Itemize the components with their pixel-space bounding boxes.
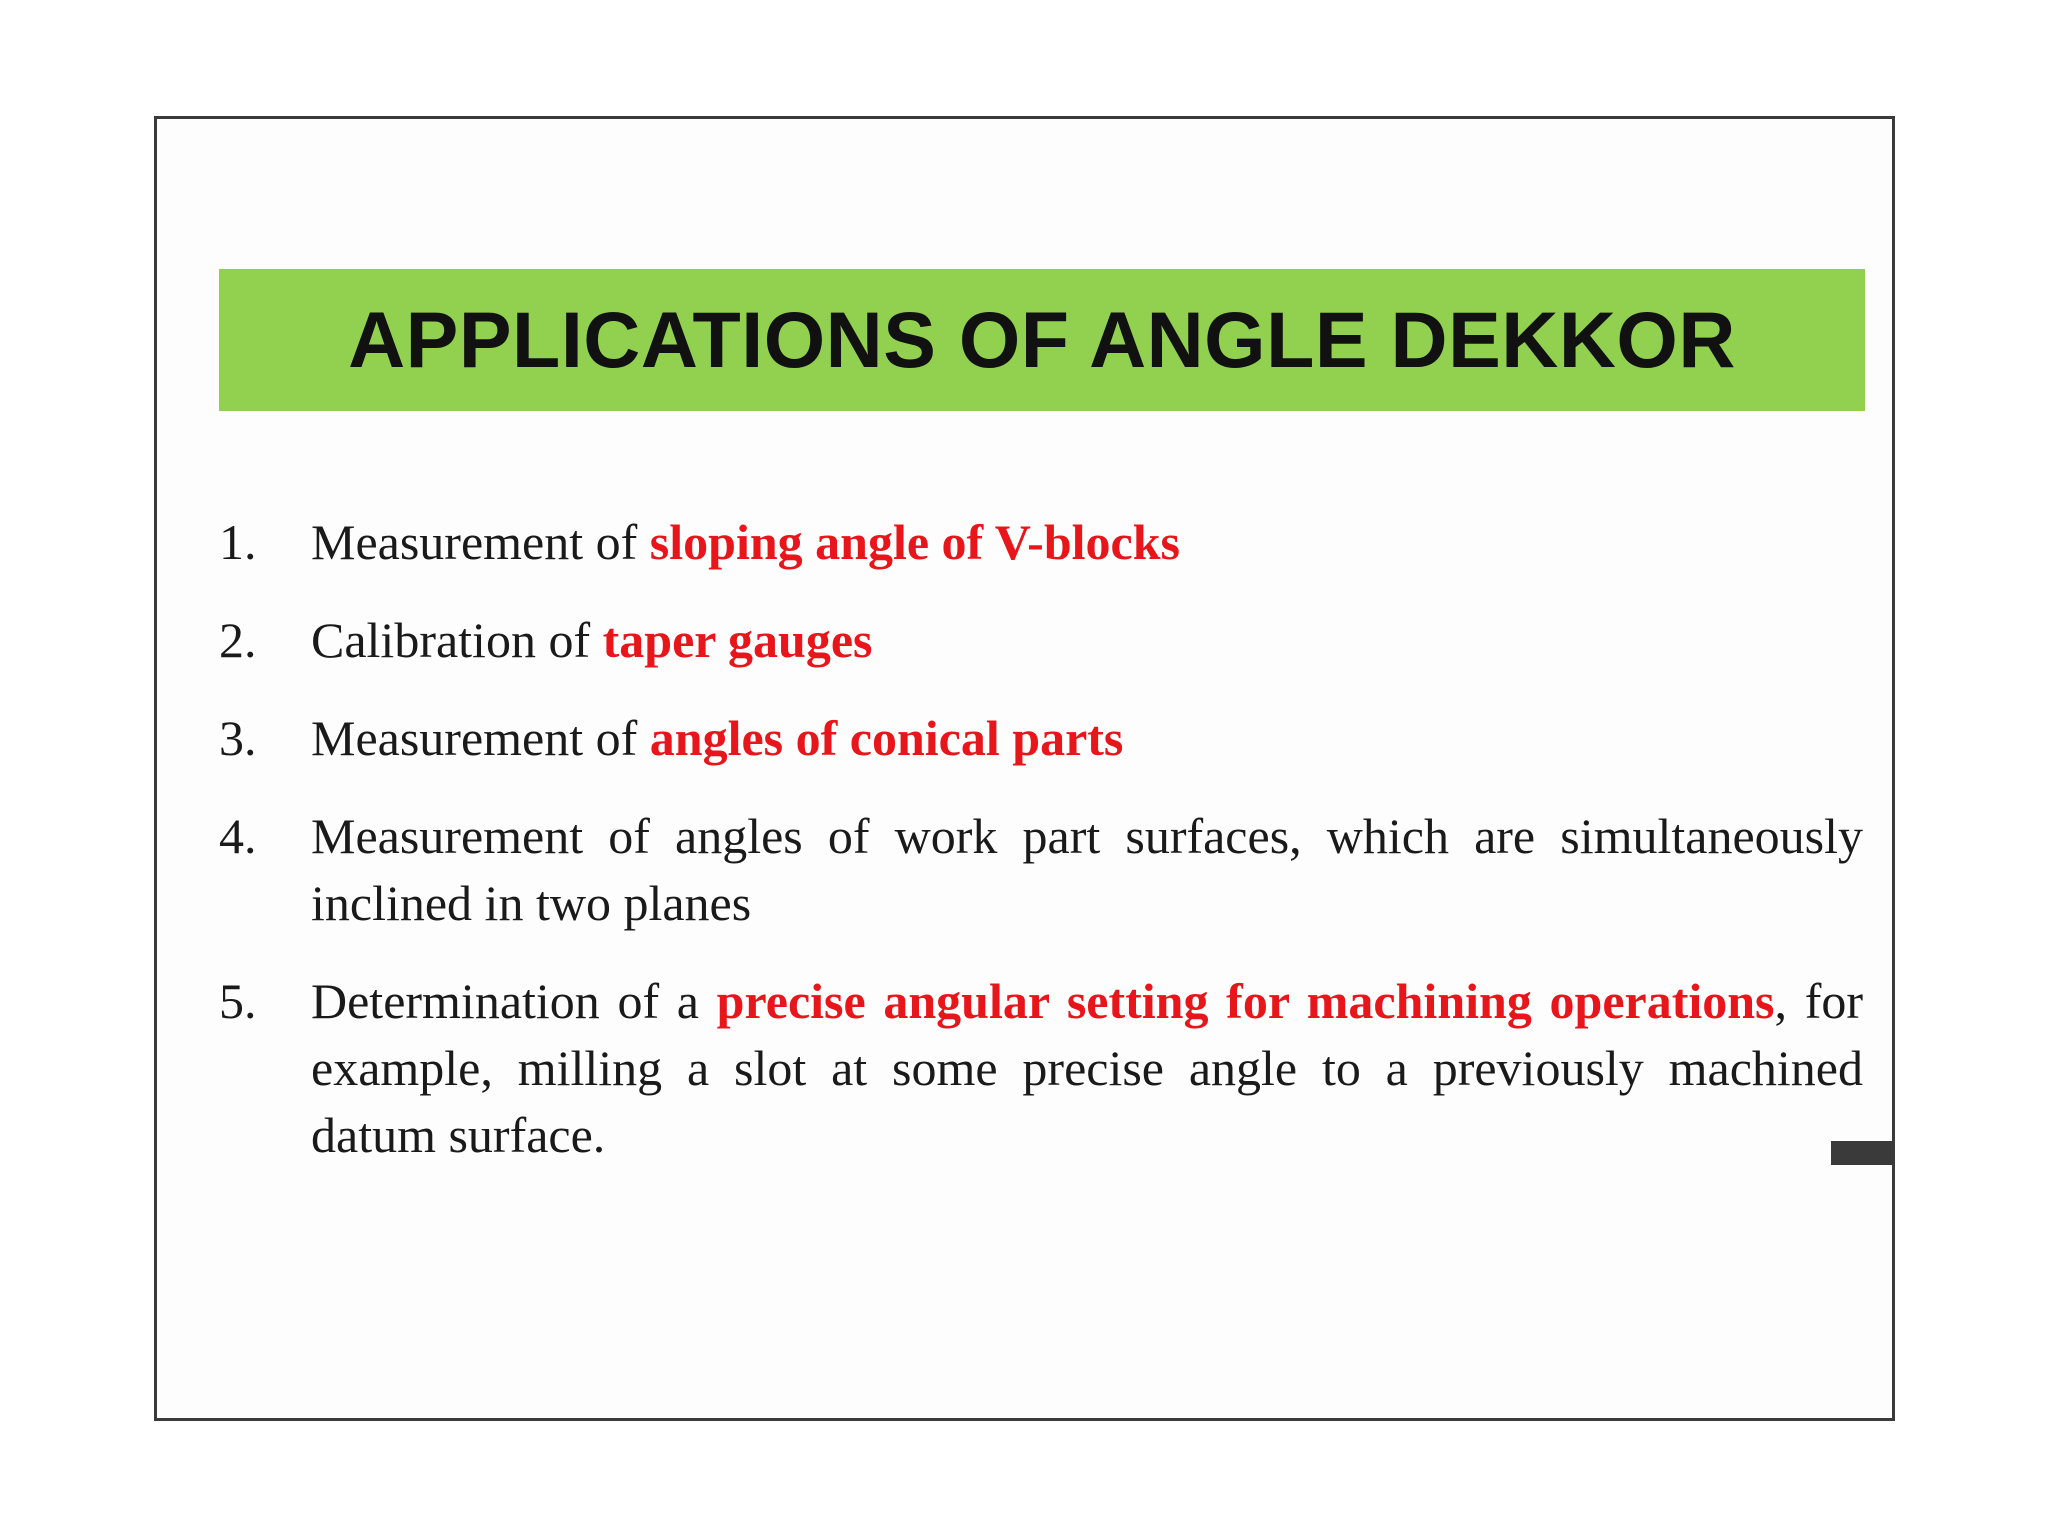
list-item-text <box>311 607 1863 674</box>
title-banner <box>219 269 1865 411</box>
slide-frame <box>154 116 1895 1421</box>
slide-title: APPLICATIONS OF ANGLE DEKKOR <box>348 295 1736 384</box>
list-item <box>219 803 1863 937</box>
item-text-plain: Determination of a <box>311 973 717 1029</box>
list-item <box>219 509 1863 576</box>
list-item-text <box>311 509 1863 576</box>
list-item-text <box>311 968 1863 1169</box>
list-item <box>219 607 1863 674</box>
list-item <box>219 968 1863 1169</box>
item-text-highlight: precise angular setting for machining operations <box>716 973 1775 1029</box>
item-text-highlight: taper gauges <box>602 612 873 668</box>
list-item-number: 2. <box>219 612 257 668</box>
list-item-text <box>311 803 1863 937</box>
list-item <box>219 705 1863 772</box>
item-text-plain: Measurement of angles of work part surfaces, which are simultaneously inclined in two planes <box>311 808 1863 931</box>
item-text-highlight: angles of conical parts <box>649 710 1124 766</box>
item-text-plain: Calibration of <box>311 612 603 668</box>
list-item-number: 5. <box>219 973 257 1029</box>
item-text-plain: Measurement of <box>311 710 650 766</box>
item-text-trailing: , for example, milling a slot at some precise angle to a previously machined datum surface. <box>311 973 1863 1163</box>
list-item-number: 3. <box>219 710 257 766</box>
list-item-number: 4. <box>219 808 257 864</box>
list-item-text <box>311 705 1863 772</box>
item-text-highlight: sloping angle of V-blocks <box>649 514 1180 570</box>
item-text-plain: Measurement of <box>311 514 650 570</box>
edge-marker <box>1831 1141 1895 1165</box>
list-item-number: 1. <box>219 514 257 570</box>
applications-list <box>219 509 1863 1200</box>
